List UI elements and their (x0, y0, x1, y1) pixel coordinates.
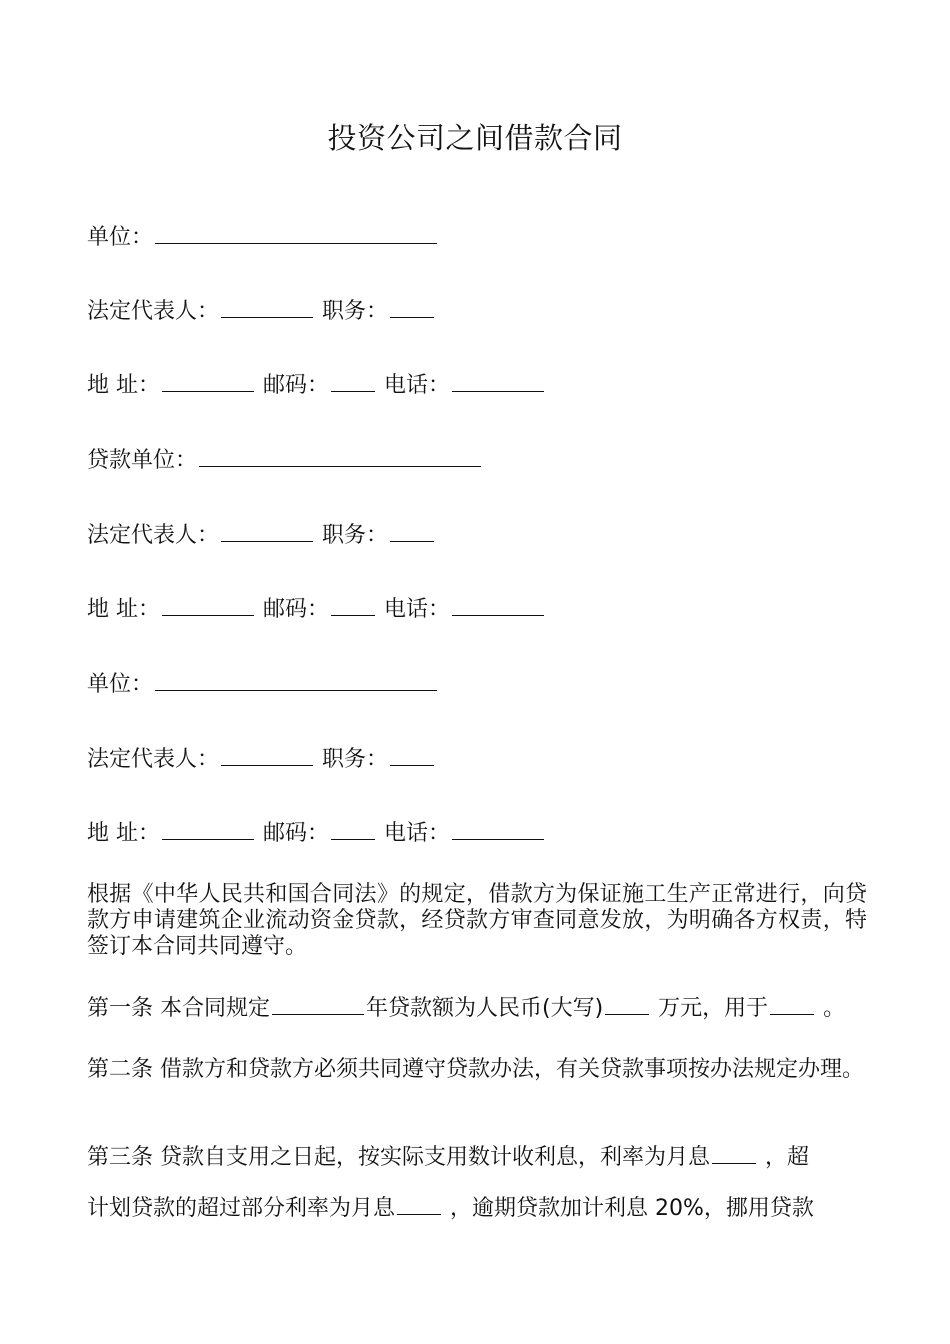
postcode-blank (331, 593, 375, 616)
phone-label: 电话： (384, 821, 451, 846)
article-1-end: 。 (816, 996, 846, 1021)
phone-label: 电话： (384, 597, 451, 622)
rep-blank (221, 743, 313, 766)
rep-label: 法定代表人： (87, 747, 220, 772)
unit-blank (155, 668, 437, 691)
party-c-address-line (87, 817, 546, 849)
rep-label: 法定代表人： (87, 523, 220, 548)
party-c-unit-line (87, 668, 439, 700)
year-blank (272, 992, 364, 1015)
unit-label: 单位： (87, 225, 154, 250)
position-label: 职务： (322, 299, 389, 324)
article-1-prefix: 第一条 本合同规定 (87, 996, 270, 1021)
unit-blank (155, 221, 437, 244)
postcode-blank (331, 817, 375, 840)
party-a-unit-line (87, 221, 439, 253)
unit-label: 单位： (87, 672, 154, 697)
postcode-label: 邮码： (263, 597, 330, 622)
address-blank (162, 369, 254, 392)
address-label: 地 址： (87, 373, 160, 398)
article-3-line1-end: ，超 (758, 1145, 809, 1170)
phone-blank (452, 369, 544, 392)
article-1-mid1: 年贷款额为人民币(大写) (366, 996, 604, 1021)
article-3-line2-end: ，逾期贷款加计利息 20%，挪用贷款 (443, 1196, 814, 1221)
article-1 (87, 992, 845, 1024)
document-title: 投资公司之间借款合同 (327, 121, 623, 155)
lender-unit-blank (199, 444, 481, 467)
position-blank (390, 743, 434, 766)
position-blank (390, 519, 434, 542)
position-label: 职务： (322, 523, 389, 548)
position-label: 职务： (322, 747, 389, 772)
lender-rep-line (87, 519, 436, 551)
rep-label: 法定代表人： (87, 299, 220, 324)
postcode-label: 邮码： (263, 373, 330, 398)
phone-blank (452, 817, 544, 840)
postcode-label: 邮码： (263, 821, 330, 846)
article-2-paragraph: 第二条 借款方和贷款方必须共同遵守贷款办法，有关贷款事项按办法规定办理。 (87, 1057, 864, 1082)
article-3-line-1 (87, 1141, 809, 1173)
phone-blank (452, 593, 544, 616)
address-label: 地 址： (87, 821, 160, 846)
rep-blank (221, 519, 313, 542)
party-a-rep-line (87, 295, 436, 327)
party-c-rep-line (87, 743, 436, 775)
article-3-line1-prefix: 第三条 贷款自支用之日起，按实际支用数计收利息，利率为月息 (87, 1145, 710, 1170)
lender-unit-line (87, 444, 483, 476)
rep-blank (221, 295, 313, 318)
postcode-blank (331, 369, 375, 392)
address-blank (162, 593, 254, 616)
preamble-paragraph: 根据《中华人民共和国合同法》的规定，借款方为保证施工生产正常进行，向贷款方申请建筑企业流动资金贷款，经贷款方审查同意发放，为明确各方权责，特签订本合同共同遵守。 (87, 882, 867, 959)
interest-rate-blank (712, 1141, 756, 1164)
excess-rate-blank (397, 1192, 441, 1215)
address-blank (162, 817, 254, 840)
purpose-blank (770, 992, 814, 1015)
lender-unit-label: 贷款单位： (87, 448, 198, 473)
article-1-mid2: 万元，用于 (651, 996, 769, 1021)
party-a-address-line (87, 369, 546, 401)
article-3-line-2 (87, 1192, 814, 1224)
amount-blank (605, 992, 649, 1015)
phone-label: 电话： (384, 373, 451, 398)
article-3-line2-prefix: 计划贷款的超过部分利率为月息 (87, 1196, 396, 1221)
position-blank (390, 295, 434, 318)
lender-address-line (87, 593, 546, 625)
address-label: 地 址： (87, 597, 160, 622)
